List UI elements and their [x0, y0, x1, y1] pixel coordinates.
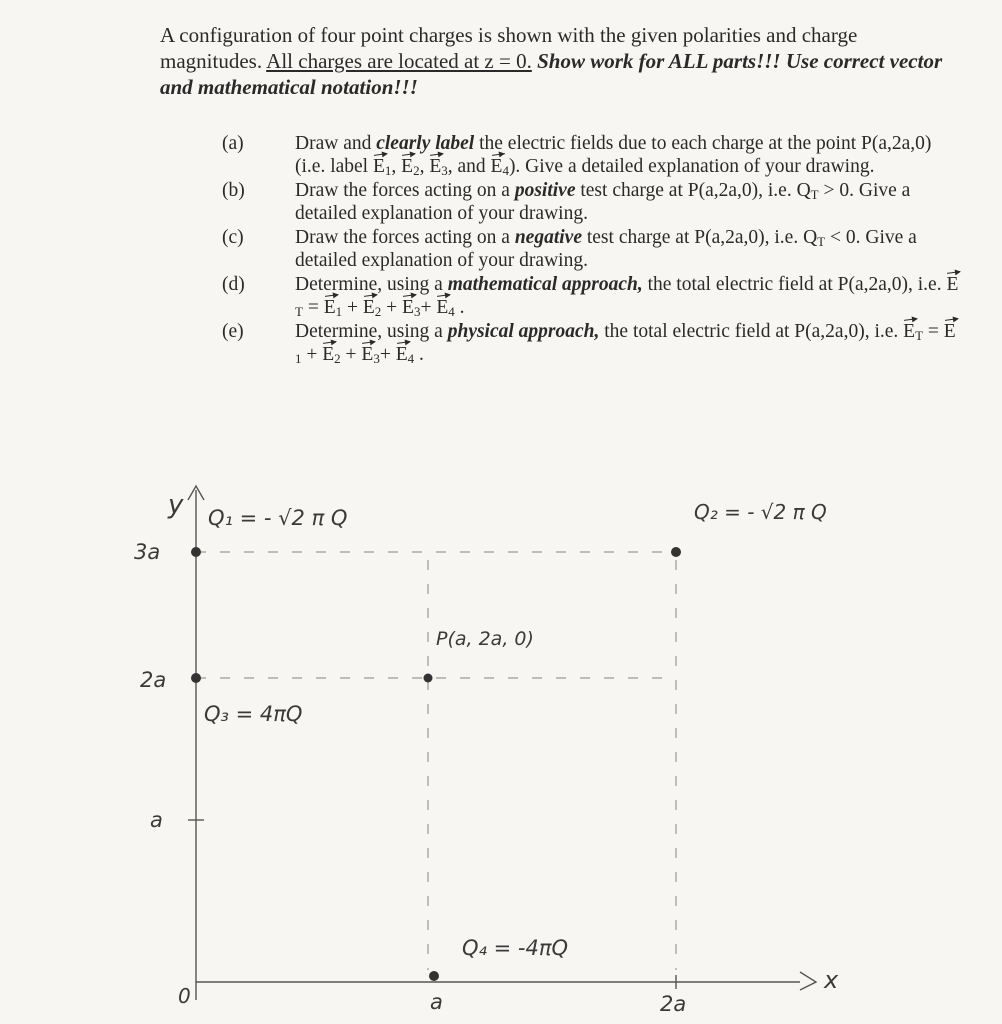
- intro-underlined: All charges are located at z = 0.: [266, 49, 532, 73]
- y-tick-3a: 3a: [134, 540, 161, 564]
- intro-emphasis: Show work for ALL parts!!! Use correct vector and mathematical notation!!!: [160, 49, 943, 99]
- y-axis-label: y: [168, 490, 184, 520]
- origin-label: 0: [178, 984, 191, 1008]
- charge-q1-dot: [191, 547, 201, 557]
- part-label: (d): [222, 274, 245, 295]
- part-e: (e) Determine, using a physical approach, the total electric field at P(a,2a,0), i.e. $E_T = E_1 + E_2 + E_3+ E_4$ .: [222, 321, 956, 366]
- part-label: (c): [222, 227, 244, 248]
- part-c: (c) Draw the forces acting on a negative test charge at P(a,2a,0), i.e. $Q_T < 0$. Give a detailed explanation of your drawing.: [222, 227, 917, 271]
- charge-q4-dot: [429, 971, 439, 981]
- x-axis-arrow: [800, 972, 816, 990]
- part-a: (a) Draw and clearly label the electric fields due to each charge at the point P(a,2a,0) (i.e. label $E_1$, $E_2$, $E_3$, and $E_4$). Give a detailed explanation of your drawing.: [222, 133, 932, 178]
- part-d: (d) Determine, using a mathematical approach, the total electric field at P(a,2a,0), i.e. $E_T = E_1 + E_2 + E_3+ E_4$ .: [222, 274, 959, 319]
- charge-q3-label: Q₃ = 4πQ: [204, 702, 303, 726]
- part-label: (b): [222, 180, 245, 201]
- part-label: (a): [222, 133, 244, 154]
- point-p-dot: [424, 674, 433, 683]
- charge-q2-dot: [671, 547, 681, 557]
- x-tick-a: a: [430, 990, 443, 1014]
- part-label: (e): [222, 321, 244, 342]
- charge-q2-label: Q₂ = - √2 π Q: [694, 500, 827, 524]
- x-axis-label: x: [824, 966, 839, 994]
- charge-q3-dot: [191, 673, 201, 683]
- charge-q4-label: Q₄ = -4πQ: [462, 936, 569, 960]
- part-b: (b) Draw the forces acting on a positive test charge at P(a,2a,0), i.e. $Q_T > 0$. Give a detailed explanation of your drawing.: [222, 180, 911, 224]
- intro-text: A configuration of four point charges is shown with the given polarities and charge magnitudes.: [160, 23, 858, 73]
- charge-q1-label: Q₁ = - √2 π Q: [208, 506, 348, 530]
- x-tick-2a: 2a: [660, 992, 687, 1016]
- point-p-label: P(a, 2a, 0): [436, 628, 534, 650]
- y-tick-2a: 2a: [140, 668, 167, 692]
- y-tick-a: a: [150, 808, 163, 832]
